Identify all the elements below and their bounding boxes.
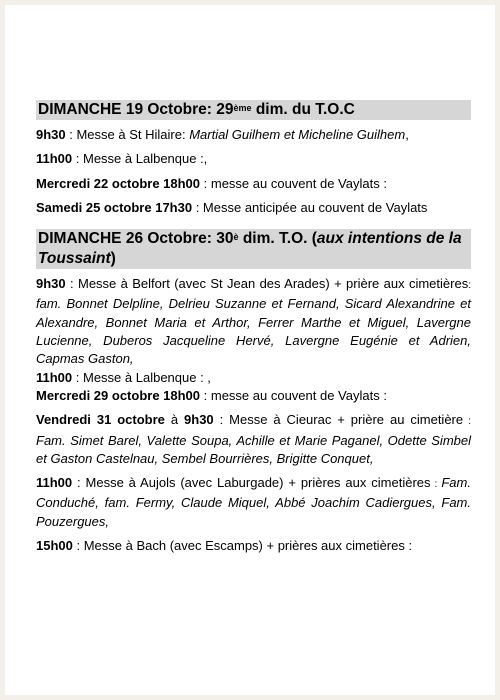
document-page <box>5 5 495 695</box>
schedule-entry <box>36 199 471 217</box>
schedule-entry <box>36 411 471 468</box>
entry-text: : Messe à St Hilaire: <box>65 127 190 142</box>
schedule-entry <box>36 474 471 531</box>
heading-text: DIMANCHE 19 Octobre: 29 <box>38 101 234 118</box>
entry-time: 11h00 <box>36 369 73 385</box>
schedule-entry <box>36 537 471 555</box>
heading-superscript: è <box>233 232 239 243</box>
entry-text: : messe au couvent de Vaylats : <box>200 175 387 191</box>
entry-names: fam. Bonnet Delpline, Delrieu Suzanne et Fernand, Sicard Alexandrine et Alexandre, Bonnet Maria et Arthor, Ferrer Marthe et Miguel, Lavergne Lucienne, Duberos Jacqueline Hervé, Lavergne Eugénie et Adrien, Capmas Gaston, <box>36 296 471 367</box>
heading-text-suffix: dim. du T.O.C <box>251 101 355 118</box>
schedule-entry <box>36 126 471 144</box>
entry-time: 11h00 <box>36 151 73 167</box>
entry-colon: : <box>468 280 471 292</box>
entry-colon: : <box>430 479 442 491</box>
schedule-entry <box>36 150 471 168</box>
entry-time: Mercredi 22 octobre 18h00 <box>36 175 201 191</box>
entry-text: : Messe à Lalbenque :, <box>72 151 208 167</box>
entry-text: : messe au couvent de Vaylats : <box>200 387 387 403</box>
entry-text: : Messe à Cieurac + prière au cimetière <box>213 412 464 428</box>
entry-time: Mercredi 29 octobre 18h00 <box>36 387 201 403</box>
entry-time: 15h00 <box>36 538 73 554</box>
entry-time: 9h30 <box>184 412 214 428</box>
heading-text: DIMANCHE 26 Octobre: 30 <box>38 230 234 248</box>
entry-time: 9h30 <box>36 276 66 292</box>
entry-names: Martial Guilhem et Micheline Guilhem <box>189 127 406 142</box>
schedule-entry <box>36 175 471 193</box>
schedule-entry <box>36 275 471 368</box>
schedule-entry <box>36 369 471 387</box>
entry-date: Vendredi 31 octobre <box>36 412 165 428</box>
schedule-entry <box>36 387 471 405</box>
entry-time: 9h30 <box>36 127 66 142</box>
section-heading-oct-26 <box>36 229 471 269</box>
entry-time: 11h00 <box>36 475 73 491</box>
heading-italic: aux intentions de la Toussaint <box>38 230 462 268</box>
entry-time: Samedi 25 octobre 17h30 <box>36 199 193 215</box>
section-heading-oct-19 <box>36 100 471 120</box>
entry-end: , <box>405 127 409 142</box>
entry-text: : Messe anticipée au couvent de Vaylats <box>192 199 428 215</box>
entry-names: Fam. Conduché, fam. Fermy, Claude Miquel, Abbé Joachim Cadiergues, Fam. Pouzergues, <box>36 475 471 529</box>
parish-schedule <box>36 100 471 555</box>
entry-connector: à <box>164 412 185 428</box>
entry-text: : Messe à Belfort (avec St Jean des Arades) + prière aux cimetières <box>65 276 469 292</box>
entry-names: Fam. Simet Barel, Valette Soupa, Achille et Marie Paganel, Odette Simbel et Gaston Castelnau, Sembel Bourrières, Brigitte Conquet, <box>36 432 471 466</box>
heading-text-suffix: ) <box>110 250 116 268</box>
entry-text: : Messe à Bach (avec Escamps) + prières aux cimetières : <box>72 538 413 554</box>
entry-colon: : <box>463 416 471 428</box>
entry-text: : Messe à Aujols (avec Laburgade) + prières aux cimetières <box>72 475 431 491</box>
heading-text-middle: dim. T.O. ( <box>238 230 317 248</box>
entry-text: : Messe à Lalbenque : , <box>72 369 211 385</box>
heading-superscript: ème <box>233 103 252 113</box>
